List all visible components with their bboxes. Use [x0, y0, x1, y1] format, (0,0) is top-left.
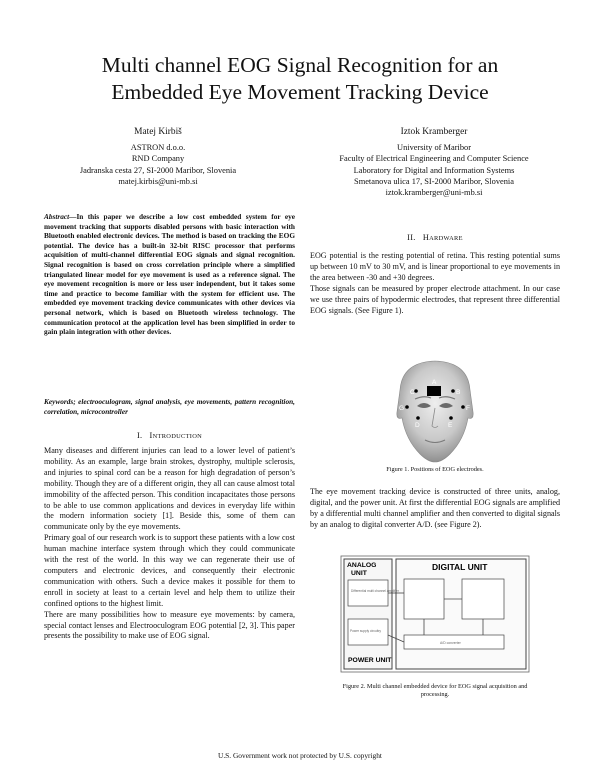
electrode-label-e: E — [448, 422, 453, 429]
face-shape — [397, 361, 473, 462]
section-heading-introduction: I. INTRODUCTION — [136, 431, 203, 440]
author-block-2 — [300, 127, 568, 198]
electrode-label-a: A — [432, 379, 437, 386]
electrode-dot — [451, 389, 455, 393]
bluetooth-block — [462, 579, 504, 619]
amplifier-block-text: Differential multi channel amplifier — [351, 589, 399, 593]
hardware-body-continued — [310, 487, 560, 531]
copyright-footer: U.S. Government work not protected by U.S. copyright — [217, 751, 382, 760]
author-email: matej.kirbis@uni-mb.si — [118, 176, 198, 186]
paragraph: Many diseases and different injuries can lead to a lower level of patient’s mobility. As an example, large brain strokes, dystrophy, multiple sclerosis, and injuries to spinal cord can be a reason for high degradation of person’s mobility. Though they are of a different origin, they all can cause almost total immobility of the affected person. This condition incapacitates those persons to be able to use common applications and devices in everyday life within the modern information society [1]. Beside this, some of them can communicate only by the eye movements. — [44, 446, 295, 532]
converter-block-text: A/D converter — [440, 641, 461, 645]
keywords-label: Keywords — [44, 397, 74, 406]
figure-1-electrode-positions — [380, 360, 490, 465]
author-name: Matej Kirbiš — [134, 127, 182, 137]
electrode-label-g: G — [399, 405, 405, 412]
reference-electrode-square — [427, 386, 441, 396]
electrode-label-f: F — [466, 405, 470, 412]
figure-2-caption: Figure 2. Multi channel embedded device for EOG signal acquisition and processing. — [342, 683, 528, 699]
power-supply-block-text: Power supply circuitry — [350, 629, 381, 633]
paragraph: Primary goal of our research work is to support these patients with a low cost human machine interface system through which they could communicate with the rest of the world. In this way we can regenerate their use of computers and electronic devices, and consequently their electronic communication with others. Such a device makes it possible for them to enroll in society at least to a certain level and help them to utilize their confined options to the highest limit. — [44, 533, 295, 608]
power-unit-label: POWER UNIT — [348, 657, 392, 664]
title-line-2: Embedded Eye Movement Tracking Device — [111, 80, 489, 104]
keywords-text: ; electrooculogram, signal analysis, eye movements, pattern recognition, correlation, microcontroller — [44, 397, 295, 416]
author-name: Iztok Kramberger — [400, 127, 468, 137]
processor-block — [404, 579, 444, 619]
author-affiliation: Laboratory for Digital and Information Systems — [353, 165, 515, 175]
abstract — [44, 212, 295, 337]
author-address: Jadranska cesta 27, SI-2000 Maribor, Slovenia — [79, 165, 237, 175]
digital-unit-label: DIGITAL UNIT — [432, 562, 488, 572]
hardware-body — [310, 251, 560, 316]
paper-title — [40, 52, 560, 106]
electrode-dot — [414, 389, 418, 393]
abstract-text: —In this paper we describe a low cost embedded system for eye movement tracking that supports disabled persons with basic interaction with Bluetooth enabled electronic devices. The method is based on tracking the EOG potential. The device has a built-in 32-bit RISC processor that performs acquisition of multi-channel differential EOG signals and signal recognition. Signal recognition is based on cross correlation principle where a simplified triangulated linear model for eye movement is used as a reference signal. The eye movement recognition is more or less user independent, but it takes some time and practice to become familiar with the system for efficient use. The embedded eye movement tracking device communicates with other devices via personal network, which is based on Bluetooth wireless technology. The communication protocol at the application level has been simplified in order to gain plain integration with other devices. — [44, 212, 295, 337]
electrode-dot — [405, 405, 409, 409]
electrode-label-d: D — [415, 422, 420, 429]
electrode-dot — [461, 405, 465, 409]
electrode-dot — [449, 416, 453, 420]
author-affiliation: RND Company — [131, 154, 185, 164]
paragraph: Those signals can be measured by proper electrode attachment. In our case we use three pairs of hypodermic electrodes, that represent three differential EOG signals. (See Figure 1). — [310, 283, 560, 315]
electrode-label-b: B — [456, 389, 461, 396]
title-line-1: Multi channel EOG Signal Recognition for an — [101, 53, 499, 77]
author-affiliation: Faculty of Electrical Engineering and Computer Science — [339, 154, 529, 164]
amplifier-block — [348, 580, 388, 606]
paragraph: EOG potential is the resting potential of retina. This resting potential sums up between 10 mV to 30 mV, and is linear proportional to eye movements in the area between -30 and +30 degrees. — [310, 251, 560, 282]
electrode-label-c: C — [410, 389, 415, 396]
analog-unit-label-2: UNIT — [351, 570, 367, 577]
keywords — [44, 397, 295, 416]
electrode-dot — [416, 416, 420, 420]
author-affiliation: ASTRON d.o.o. — [130, 143, 186, 153]
introduction-body — [44, 446, 295, 642]
abstract-label: Abstract — [44, 212, 70, 221]
paragraph: The eye movement tracking device is constructed of three units, analog, digital, and the power unit. At first the differential EOG signals are amplified by a differential multi channel amplifier and then converted to digital signals by an analog to digital converter A/D. (see Figure 2). — [310, 487, 560, 529]
figure-1-caption: Figure 1. Positions of EOG electrodes. — [386, 466, 484, 473]
author-email: iztok.kramberger@uni-mb.si — [385, 188, 483, 198]
analog-unit-label: ANALOG — [347, 562, 377, 569]
author-affiliation: University of Maribor — [397, 143, 471, 153]
figure-2-block-diagram — [340, 555, 530, 673]
paragraph: There are many possibilities how to measure eye movements: by camera, special contact lenses and Electrooculogram EOG potential [2, 3]. This paper presents the possibility to make use of EOG signal. — [44, 609, 295, 641]
section-heading-hardware: II. HARDWARE — [407, 233, 463, 242]
author-block-1 — [58, 127, 258, 187]
author-address: Smetanova ulica 17, SI-2000 Maribor, Slovenia — [354, 176, 514, 186]
